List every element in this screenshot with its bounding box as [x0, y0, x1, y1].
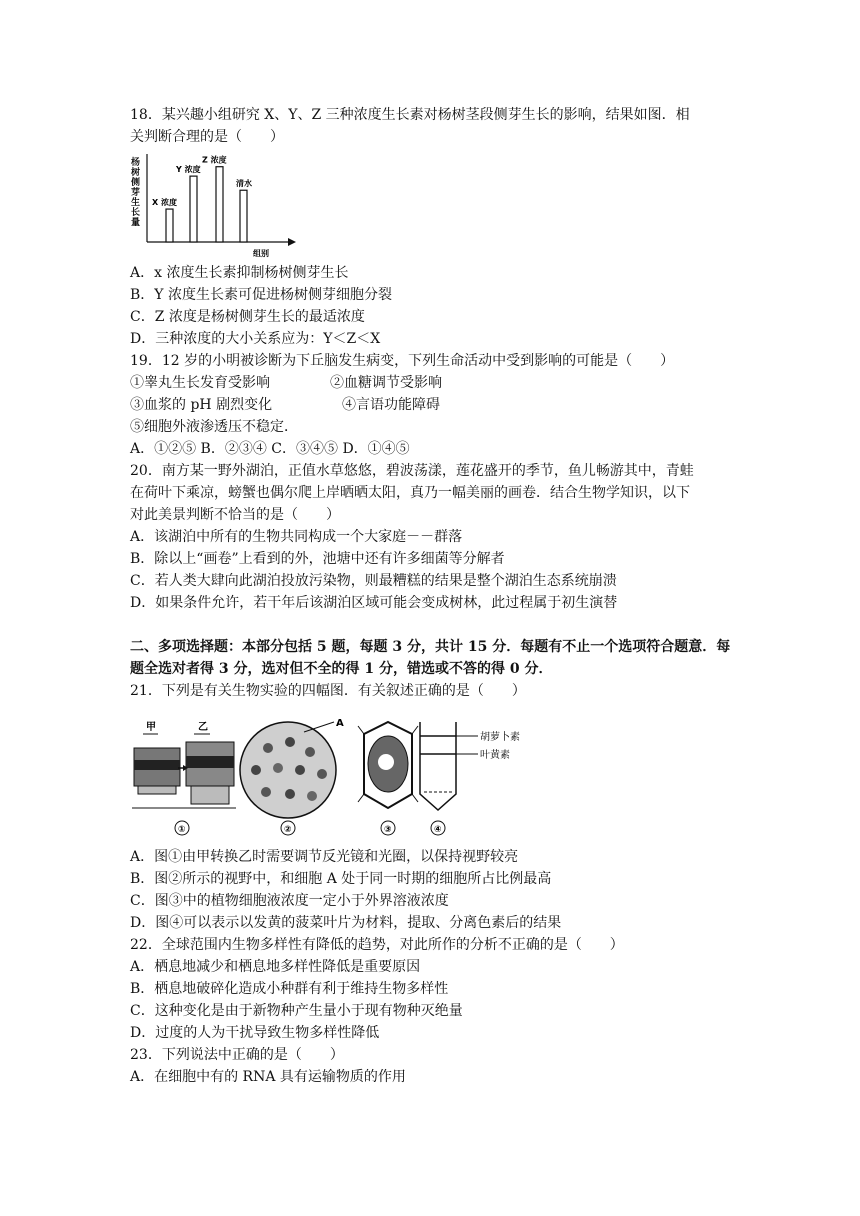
xanthophyll-label: 叶黄素: [480, 750, 510, 761]
bar-label-1: Y 浓度: [176, 165, 201, 175]
q21-option-d: D．图④可以表示以发黄的菠菜叶片为材料，提取、分离色素后的结果: [130, 915, 562, 931]
figure-1-number: ①: [178, 825, 186, 835]
figure-4-chromatography: [420, 722, 520, 835]
bar-label-3: 清水: [236, 179, 252, 189]
label-yi: 乙: [198, 722, 208, 733]
q20-stem-line1: 20．南方某一野外湖泊，正值水草悠悠，碧波荡漾，莲花盛开的季节，鱼儿畅游其中，青蛙: [130, 463, 694, 479]
q19-stem: 19．12 岁的小明被诊断为下丘脑发生病变，下列生命活动中受到影响的可能是（ ）: [130, 353, 675, 369]
q18-bar-chart: [128, 152, 300, 262]
x-axis-label: 组别: [253, 249, 269, 258]
q20-stem-line2: 在荷叶下乘凉，螃蟹也偶尔爬上岸晒晒太阳，真乃一幅美丽的画卷．结合生物学知识，以下: [130, 485, 690, 501]
figure-1-objectives: [132, 721, 236, 835]
q22-stem: 22．全球范围内生物多样性有降低的趋势，对此所作的分析不正确的是（ ）: [130, 937, 624, 953]
q19-item-1: ①睾丸生长发育受影响: [130, 375, 270, 391]
q18-option-d: D．三种浓度的大小关系应为：Y＜Z＜X: [130, 331, 381, 347]
bar-2: [216, 167, 223, 242]
q20-option-d: D．如果条件允许，若干年后该湖泊区域可能会变成树林，此过程属于初生演替: [130, 595, 618, 611]
q18-stem-line1: 18．某兴趣小组研究 X、Y、Z 三种浓度生长素对杨树茎段侧芽生长的影响，结果如图．相: [130, 107, 690, 123]
q21-figure: [128, 718, 548, 846]
q20-option-c: C．若人类大肆向此湖泊投放污染物，则最糟糕的结果是整个湖泊生态系统崩溃: [130, 573, 617, 589]
q21-option-b: B．图②所示的视野中，和细胞 A 处于同一时期的细胞所占比例最高: [130, 871, 552, 887]
q19-item-2: ②血糖调节受影响: [330, 375, 442, 391]
bar-label-2: Z 浓度: [202, 155, 227, 165]
figure-3-plant-cell: [358, 722, 418, 835]
q22-option-a: A．栖息地减少和栖息地多样性降低是重要原因: [130, 959, 421, 975]
q19-item-4: ④言语功能障碍: [342, 397, 440, 413]
q18-option-b: B．Y 浓度生长素可促进杨树侧芽细胞分裂: [130, 287, 392, 303]
bar-3: [240, 190, 247, 242]
q22-option-c: C．这种变化是由于新物种产生量小于现有物种灭绝量: [130, 1003, 463, 1019]
y-axis-label: 杨树侧芽生长量: [131, 158, 141, 228]
carotene-label: 胡萝卜素: [480, 732, 520, 743]
section2-heading-line1: 二、多项选择题：本部分包括 5 题，每题 3 分，共计 15 分．每题有不止一个选项符合题意．每: [130, 639, 731, 655]
q18-option-a: A．x 浓度生长素抑制杨树侧芽生长: [130, 265, 349, 281]
q21-stem: 21．下列是有关生物实验的四幅图．有关叙述正确的是（ ）: [130, 683, 526, 699]
q18-stem-line2: 关判断合理的是（ ）: [130, 129, 284, 145]
q20-stem-line3: 对此美景判断不恰当的是（ ）: [130, 507, 340, 523]
cell-a-label: A: [336, 718, 344, 729]
figure-2-microscope-view: [240, 718, 344, 835]
bar-label-0: X 浓度: [152, 198, 177, 208]
figure-3-number: ③: [384, 825, 392, 835]
q21-option-a: A．图①由甲转换乙时需要调节反光镜和光圈，以保持视野较亮: [130, 849, 519, 865]
figure-4-number: ④: [434, 825, 442, 835]
x-axis-arrow: [288, 238, 296, 246]
q19-item-5: ⑤细胞外液渗透压不稳定．: [130, 419, 298, 435]
bar-1: [190, 176, 197, 242]
section2-heading-line2: 题全选对者得 3 分，选对但不全的得 1 分，错选或不答的得 0 分．: [130, 661, 553, 677]
bar-0: [166, 209, 173, 242]
q22-option-d: D．过度的人为干扰导致生物多样性降低: [130, 1025, 380, 1041]
figure-2-number: ②: [284, 825, 292, 835]
q20-option-b: B．除以上“画卷”上看到的外，池塘中还有许多细菌等分解者: [130, 551, 505, 567]
q18-option-c: C．Z 浓度是杨树侧芽生长的最适浓度: [130, 309, 365, 325]
q19-answers: A．①②⑤ B．②③④ C．③④⑤ D．①④⑤: [130, 441, 410, 457]
label-jia: 甲: [146, 722, 156, 733]
q23-stem: 23．下列说法中正确的是（ ）: [130, 1047, 344, 1063]
q22-option-b: B．栖息地破碎化造成小种群有利于维持生物多样性: [130, 981, 449, 997]
q21-option-c: C．图③中的植物细胞液浓度一定小于外界溶液浓度: [130, 893, 449, 909]
q23-option-a: A．在细胞中有的 RNA 具有运输物质的作用: [130, 1069, 406, 1085]
q20-option-a: A．该湖泊中所有的生物共同构成一个大家庭－－群落: [130, 529, 463, 545]
q19-item-3: ③血浆的 pH 剧烈变化: [130, 397, 273, 413]
